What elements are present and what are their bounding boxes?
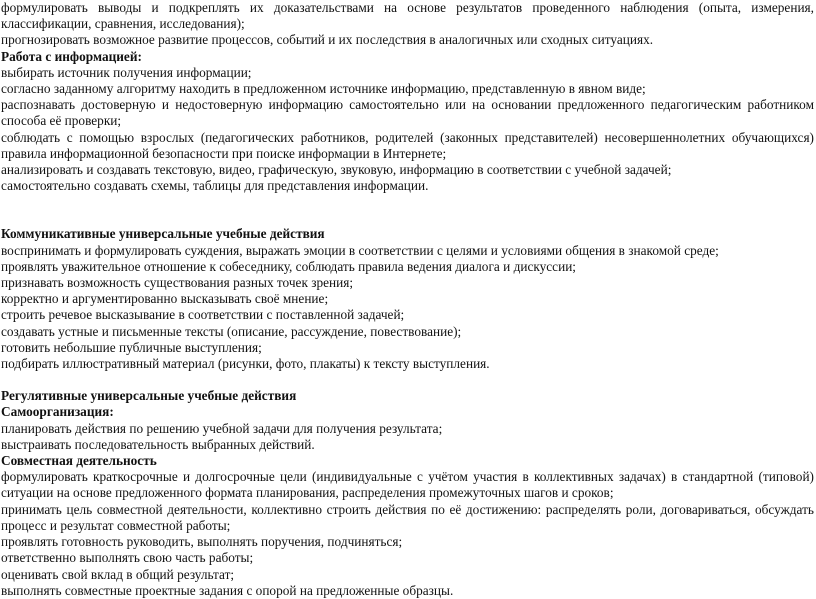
list-item: создавать устные и письменные тексты (описание, рассуждение, повествование); xyxy=(1,323,462,339)
list-item: анализировать и создавать текстовую, видео, графическую, звуковую, информацию в соответствии с учебной задачей; xyxy=(1,162,672,178)
list-item: выстраивать последовательность выбранных действий. xyxy=(1,436,315,452)
section-spacer xyxy=(1,194,814,226)
list-item: выбирать источник получения информации; xyxy=(1,64,252,80)
paragraph-conclusions: формулировать выводы и подкреплять их доказательствами на основе результатов проведенного наблюдения (опыта, измерения, классификации, сравнения, исследования); xyxy=(1,0,814,32)
list-item: планировать действия по решению учебной задачи для получения результата; xyxy=(1,420,443,436)
list-item: формулировать краткосрочные и долгосрочные цели (индивидуальные с учётом участия в коллективных задачах) в стандартной (типовой) ситуации на основе предложенного формата планирования, распределения промежуточных шагов и сроков; xyxy=(1,469,814,501)
heading-self-organization: Самоорганизация: xyxy=(1,404,114,420)
list-item: ответственно выполнять свою часть работы; xyxy=(1,550,254,566)
list-item: проявлять уважительное отношение к собеседнику, соблюдать правила ведения диалога и дискуссии; xyxy=(1,258,577,274)
list-item: проявлять готовность руководить, выполнять поручения, подчиняться; xyxy=(1,534,403,550)
paragraph-forecast: прогнозировать возможное развитие процессов, событий и их последствия в аналогичных или сходных ситуациях. xyxy=(1,32,654,48)
section-spacer xyxy=(1,372,814,388)
list-item: оценивать свой вклад в общий результат; xyxy=(1,566,235,582)
list-item: выполнять совместные проектные задания с опорой на предложенные образцы. xyxy=(1,582,454,598)
list-item: готовить небольшие публичные выступления; xyxy=(1,339,262,355)
list-item: подбирать иллюстративный материал (рисунки, фото, плакаты) к тексту выступления. xyxy=(1,356,490,372)
list-item: воспринимать и формулировать суждения, выражать эмоции в соответствии с целями и условиями общения в знакомой среде; xyxy=(1,242,719,258)
list-item: самостоятельно создавать схемы, таблицы для представления информации. xyxy=(1,178,429,194)
heading-communicative: Коммуникативные универсальные учебные действия xyxy=(1,226,325,242)
list-item: строить речевое высказывание в соответствии с поставленной задачей; xyxy=(1,307,405,323)
heading-info-work: Работа с информацией: xyxy=(1,48,142,64)
list-item: признавать возможность существования разных точек зрения; xyxy=(1,275,354,291)
heading-regulatory: Регулятивные универсальные учебные действия xyxy=(1,388,297,404)
list-item: соблюдать с помощью взрослых (педагогических работников, родителей (законных представителей) несовершеннолетних обучающихся) правила информационной безопасности при поиске информации в Интернете; xyxy=(1,129,814,161)
list-item: согласно заданному алгоритму находить в предложенном источнике информацию, представленную в явном виде; xyxy=(1,81,646,97)
list-item: принимать цель совместной деятельности, коллективно строить действия по её достижению: распределять роли, договариваться, обсуждать процесс и результат совместной работы; xyxy=(1,501,814,533)
heading-joint-activity: Совместная деятельность xyxy=(1,453,157,469)
list-item: корректно и аргументированно высказывать своё мнение; xyxy=(1,291,329,307)
list-item: распознавать достоверную и недостоверную информацию самостоятельно или на основании предложенного педагогическим работником способа её проверки; xyxy=(1,97,814,129)
